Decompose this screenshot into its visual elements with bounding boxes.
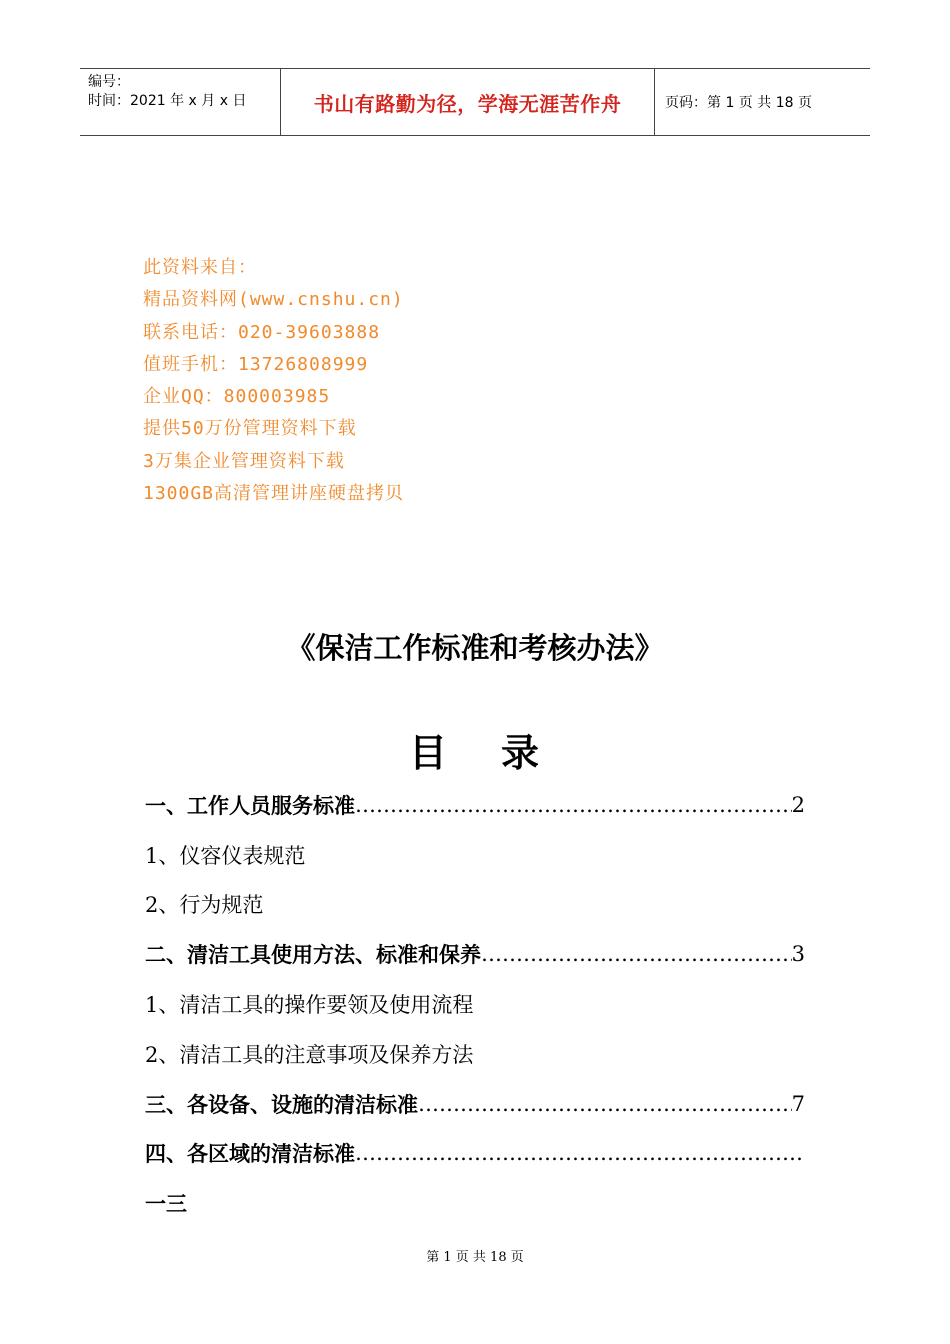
toc-heading-char: 目 bbox=[408, 730, 449, 775]
toc-subentry[interactable] bbox=[145, 830, 805, 880]
toc-subentry[interactable] bbox=[145, 880, 805, 930]
toc-leader-dots bbox=[355, 793, 792, 817]
toc-entry[interactable] bbox=[145, 929, 805, 979]
table-of-contents bbox=[145, 780, 805, 1228]
toc-entry-page: 7 bbox=[791, 1091, 805, 1116]
toc-entry-label: 1、仪容仪表规范 bbox=[145, 843, 306, 868]
toc-entry-page: 3 bbox=[791, 942, 805, 967]
toc-subentry[interactable] bbox=[145, 1029, 805, 1079]
serial-label: 编号： bbox=[88, 74, 130, 90]
motto-text: 书山有路勤为径，学海无涯苦作舟 bbox=[313, 91, 622, 116]
source-line: 此资料来自： bbox=[143, 257, 257, 278]
toc-leader-dots bbox=[481, 942, 792, 966]
toc-heading-char: 录 bbox=[501, 730, 542, 775]
toc-entry-label: 一、工作人员服务标准 bbox=[145, 792, 355, 818]
time-label: 时间：2021 年 x 月 x 日 bbox=[88, 93, 247, 109]
toc-heading bbox=[0, 722, 950, 777]
source-line: 3万集企业管理资料下载 bbox=[143, 450, 345, 472]
toc-subentry[interactable] bbox=[145, 979, 805, 1029]
toc-entry-label: 2、清洁工具的注意事项及保养方法 bbox=[145, 1042, 474, 1067]
toc-entry-label: 三、各设备、设施的清洁标准 bbox=[145, 1091, 418, 1117]
header-motto-cell bbox=[281, 69, 655, 135]
source-line: 值班手机：13726808999 bbox=[143, 353, 369, 375]
page-footer: 第 1 页 共 18 页 bbox=[426, 1250, 524, 1265]
toc-entry[interactable] bbox=[145, 1079, 805, 1129]
source-line: 提供50万份管理资料下载 bbox=[143, 418, 357, 440]
source-line: 精品资料网(www.cnshu.cn) bbox=[143, 289, 404, 311]
source-line: 联系电话：020-39603888 bbox=[143, 321, 381, 343]
toc-entry-label: 四、各区域的清洁标准 bbox=[145, 1141, 355, 1167]
toc-entry[interactable] bbox=[145, 1178, 805, 1228]
header-page-cell bbox=[655, 69, 870, 135]
source-line: 企业QQ：800003985 bbox=[143, 386, 331, 408]
document-title: 《保洁工作标准和考核办法》 bbox=[286, 631, 664, 665]
toc-entry-label: 一三 bbox=[145, 1191, 187, 1217]
toc-entry[interactable] bbox=[145, 1129, 805, 1179]
toc-leader-dots bbox=[355, 1141, 805, 1165]
toc-entry-label: 2、行为规范 bbox=[145, 893, 264, 918]
header-meta-cell bbox=[80, 69, 281, 135]
toc-leader-dots bbox=[418, 1092, 792, 1116]
page-header bbox=[80, 68, 870, 136]
toc-entry-page: 2 bbox=[791, 792, 805, 817]
header-page-info: 页码：第 1 页 共 18 页 bbox=[665, 95, 812, 111]
toc-entry[interactable] bbox=[145, 780, 805, 830]
source-info-block bbox=[143, 252, 404, 510]
toc-entry-label: 1、清洁工具的操作要领及使用流程 bbox=[145, 993, 474, 1018]
toc-entry-label: 二、清洁工具使用方法、标准和保养 bbox=[145, 942, 481, 968]
source-line: 1300GB高清管理讲座硬盘拷贝 bbox=[143, 483, 405, 505]
